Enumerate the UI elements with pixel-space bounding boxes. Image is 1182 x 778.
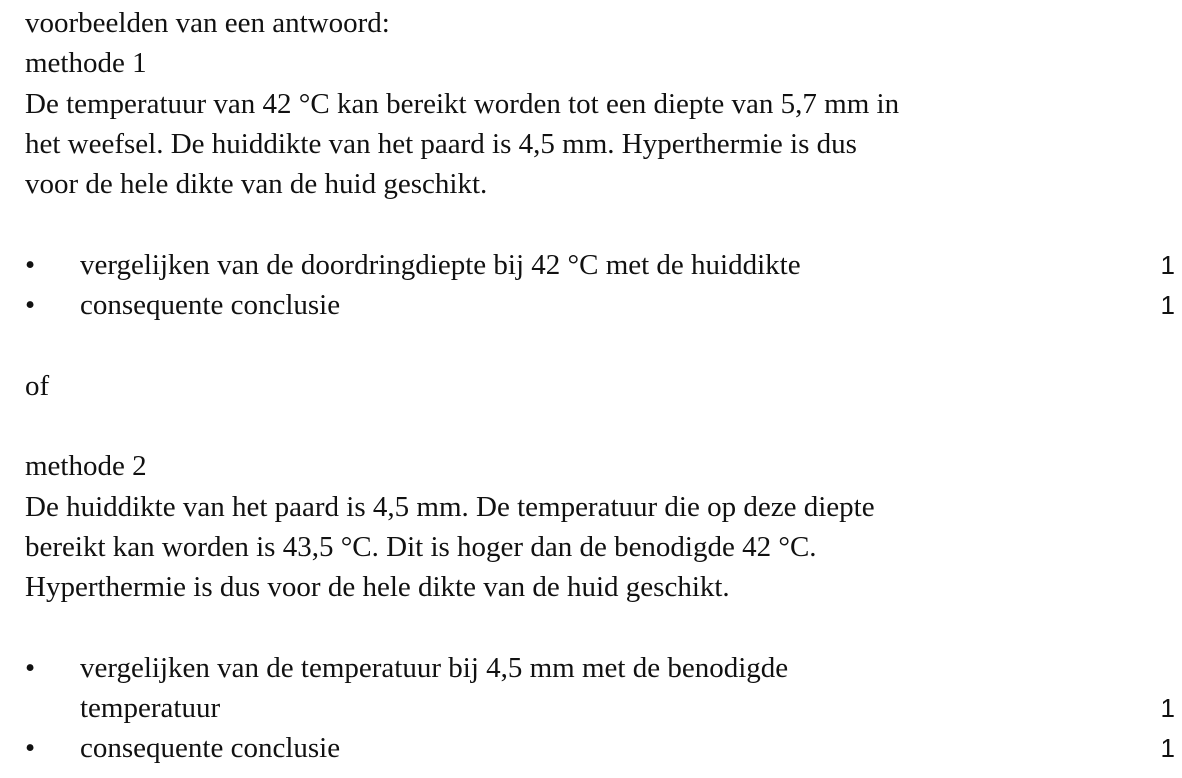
method-2-line-1: De huiddikte van het paard is 4,5 mm. De temperatuur die op deze diepte bbox=[25, 490, 875, 523]
spacer bbox=[25, 325, 1175, 365]
bullet-icon: • bbox=[25, 248, 36, 281]
separator-of: of bbox=[25, 369, 50, 402]
criterion-text: consequente conclusie bbox=[80, 732, 341, 765]
bullet-icon: • bbox=[25, 651, 36, 684]
criterion-score: 1 bbox=[1160, 733, 1175, 764]
method-1-line-3: voor de hele dikte van de huid geschikt. bbox=[25, 168, 488, 201]
criterion-text-continued: temperatuur bbox=[80, 692, 221, 725]
method-2-criterion-1-continued bbox=[25, 688, 1175, 728]
method-1-title: methode 1 bbox=[25, 47, 147, 80]
method-2-line-3: Hyperthermie is dus voor de hele dikte van de huid geschikt. bbox=[25, 571, 730, 604]
method-2-line-2: bereikt kan worden is 43,5 °C. Dit is hoger dan de benodigde 42 °C. bbox=[25, 530, 817, 563]
method-2-title: methode 2 bbox=[25, 450, 147, 483]
method-2-criterion-1 bbox=[25, 648, 1175, 688]
criterion-text: consequente conclusie bbox=[80, 289, 341, 322]
criterion-text: vergelijken van de temperatuur bij 4,5 mm met de benodigde bbox=[80, 651, 789, 684]
spacer bbox=[25, 607, 1175, 647]
intro-heading: voorbeelden van een antwoord: bbox=[25, 7, 390, 39]
method-1-criterion-1 bbox=[25, 245, 1175, 285]
criterion-text: vergelijken van de doordringdiepte bij 42 °C met de huiddikte bbox=[80, 248, 801, 281]
spacer bbox=[25, 204, 1175, 244]
criterion-score: 1 bbox=[1160, 249, 1175, 280]
bullet-icon: • bbox=[25, 289, 36, 322]
answer-key-document bbox=[25, 3, 1175, 769]
spacer bbox=[25, 406, 1175, 446]
method-2-criterion-2 bbox=[25, 728, 1175, 768]
criterion-score: 1 bbox=[1160, 290, 1175, 321]
method-1-line-1: De temperatuur van 42 °C kan bereikt worden tot een diepte van 5,7 mm in bbox=[25, 87, 900, 120]
criterion-score: 1 bbox=[1160, 693, 1175, 724]
bullet-icon: • bbox=[25, 732, 36, 765]
method-1-criterion-2 bbox=[25, 285, 1175, 325]
method-1-line-2: het weefsel. De huiddikte van het paard is 4,5 mm. Hyperthermie is dus bbox=[25, 127, 857, 160]
